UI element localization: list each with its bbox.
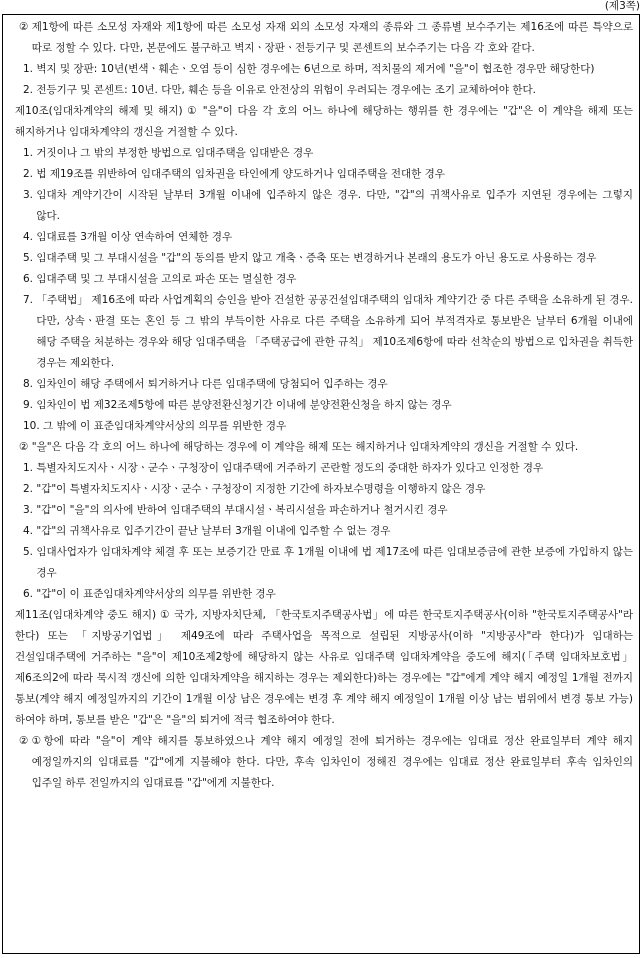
- item-marker: 5.: [23, 546, 37, 558]
- item-text: 임대사업자가 임대차계약 체결 후 또는 보증기간 만료 후 1개월 이내에 법 제17조에 따른 임대보증금에 관한 보증에 가입하지 않는 경우: [36, 546, 633, 579]
- item-text: "갑"의 귀책사유로 입주기간이 끝난 날부터 3개월 이내에 입주할 수 없는 경우: [36, 525, 391, 537]
- item-text: 전등기구 및 콘센트: 10년. 다만, 훼손 등을 이유로 안전상의 위험이 우려되는 경우에는 조기 교체하여야 한다.: [36, 84, 537, 96]
- item-marker: 2.: [23, 168, 37, 180]
- item-text: 벽지 및 장판: 10년(변색ㆍ훼손ㆍ오염 등이 심한 경우에는 6년으로 하며, 적치물의 제거에 "을"이 협조한 경우만 해당한다): [36, 63, 595, 75]
- article-paragraph: [15, 101, 633, 143]
- item-marker: 4.: [23, 231, 37, 243]
- item-text: 임대주택 및 그 부대시설을 고의로 파손 또는 멸실한 경우: [36, 273, 297, 285]
- list-item: [23, 416, 633, 437]
- item-text: "갑"이 특별자치도지사ㆍ시장ㆍ군수ㆍ구청장이 지정한 기간에 하자보수명령을 이행하지 않은 경우: [36, 483, 486, 495]
- item-marker: 2.: [23, 483, 37, 495]
- item-text: "갑"이 이 표준임대차계약서상의 의무를 위반한 경우: [36, 588, 276, 600]
- item-marker: 1.: [23, 63, 37, 75]
- clause-paragraph: [19, 731, 633, 794]
- item-marker: ②: [19, 21, 32, 33]
- item-marker: 1.: [23, 462, 37, 474]
- list-item: [23, 584, 633, 605]
- document-frame: [2, 14, 640, 954]
- item-text: 거짓이나 그 밖의 부정한 방법으로 임대주택을 임대받은 경우: [36, 147, 314, 159]
- page-number-label: (제3쪽): [604, 0, 640, 12]
- item-marker: 1.: [23, 147, 37, 159]
- item-text: ①항에 따라 "을"이 계약 해지를 통보하였으나 계약 해지 예정일 전에 퇴거하는 경우에는 임대료 정산 완료일부터 계약 해지 예정일까지의 임대료를 "갑"에게 지불해야 한다. 다만, 후속 임차인이 정해진 경우에는 임대료 정산 완료일부터 후속 임차인의 입주일 하루 전일까지의 임대료를 "갑"에게 지불한다.: [31, 735, 633, 789]
- list-item: [23, 521, 633, 542]
- item-marker: 3.: [23, 504, 37, 516]
- list-item: [23, 248, 633, 269]
- clause-paragraph: [19, 437, 633, 458]
- list-item: [23, 290, 633, 374]
- item-marker: 10.: [23, 420, 44, 432]
- list-item: [23, 374, 633, 395]
- list-item: [23, 80, 633, 101]
- item-text: 임대주택 및 그 부대시설을 "갑"의 동의를 받지 않고 개축ㆍ증축 또는 변경하거나 본래의 용도가 아닌 용도로 사용하는 경우: [36, 252, 597, 264]
- item-text: 임차인이 법 제32조제5항에 따른 분양전환신청기간 이내에 분양전환신청을 하지 않는 경우: [36, 399, 452, 411]
- item-marker: 6.: [23, 273, 37, 285]
- list-item: [23, 185, 633, 227]
- list-item: [23, 269, 633, 290]
- list-item: [23, 143, 633, 164]
- list-item: [23, 395, 633, 416]
- item-text: 제10조(임대차계약의 해제 및 해지) ① "을"이 다음 각 호의 어느 하나에 해당하는 행위를 한 경우에는 "갑"은 이 계약을 해제 또는 해지하거나 임대차계약의 갱신을 거절할 수 있다.: [15, 105, 633, 138]
- item-text: 「주택법」 제16조에 따라 사업계획의 승인을 받아 건설한 공공건설임대주택의 임대차 계약기간 중 다른 주택을 소유하게 된 경우. 다만, 상속ㆍ판결 또는 혼인 등 그 밖의 부득이한 사유로 다른 주택을 소유하게 되어 부적격자로 통보받은 날부터 6개월 이내에 해당 주택을 처분하는 경우와 해당 임대주택을 「주택공급에 관한 규칙」 제10조제6항에 따라 선착순의 방법으로 입차권을 취득한 경우는 제외한다.: [36, 294, 633, 369]
- item-text: 임대료를 3개월 이상 연속하여 연체한 경우: [36, 231, 233, 243]
- item-text: 특별자치도지사ㆍ시장ㆍ군수ㆍ구청장이 임대주택에 거주하기 곤란할 정도의 중대한 하자가 있다고 인정한 경우: [36, 462, 544, 474]
- list-item: [23, 500, 633, 521]
- item-text: 임대차 계약기간이 시작된 날부터 3개월 이내에 입주하지 않은 경우. 다만, "갑"의 귀책사유로 입주가 지연된 경우에는 그렇지 않다.: [36, 189, 633, 222]
- item-text: 법 제19조를 위반하여 임대주택의 임차권을 타인에게 양도하거나 임대주택을 전대한 경우: [36, 168, 445, 180]
- item-marker: 7.: [23, 294, 37, 306]
- item-text: 제1항에 따른 소모성 자재와 제1항에 따른 소모성 자재 외의 소모성 자재의 종류와 그 종류별 보수주기는 제16조에 따른 특약으로 따로 정할 수 있다. 다만, 본문에도 불구하고 벽지ㆍ장판ㆍ전등기구 및 콘센트의 보수주기는 다음 각 호와 같다.: [31, 21, 633, 54]
- item-marker: 4.: [23, 525, 37, 537]
- item-text: 제11조(임대차계약 중도 해지) ① 국가, 지방자치단체, 「한국토지주택공사법」에 따른 한국토지주택공사(이하 "한국토지주택공사"라 한다) 또는 「지방공기업법」 제49조에 따라 주택사업을 목적으로 설립된 지방공사(이하 "지방공사"라 한다)가 임대하는 건설임대주택에 거주하는 "을"이 제10조제2항에 해당하지 않는 사유로 임대주택 임대차계약을 중도에 해지(「주택 임대차보호법」 제6조의2에 따라 묵시적 갱신에 의한 임대차계약을 해지하는 경우는 제외한다)하는 경우에는 "갑"에게 계약 해지 예정일 1개월 전까지 통보(계약 해지 예정일까지의 기간이 1개월 이상 남은 경우에는 변경 후 계약 해지 예정일이 1개월 이상 남는 범위에서 변경 통보 가능)하여야 하며, 통보를 받은 "갑"은 "을"의 퇴거에 적극 협조하여야 한다.: [15, 609, 633, 726]
- item-marker: 3.: [23, 189, 37, 201]
- item-marker: ②: [19, 735, 32, 747]
- list-item: [23, 227, 633, 248]
- item-marker: ②: [19, 441, 32, 453]
- item-text: "을"은 다음 각 호의 어느 하나에 해당하는 경우에 이 계약을 해제 또는 해지하거나 임대차계약의 갱신을 거절할 수 있다.: [31, 441, 579, 453]
- item-text: 임차인이 해당 주택에서 퇴거하거나 다른 임대주택에 당첨되어 입주하는 경우: [36, 378, 388, 390]
- item-marker: 9.: [23, 399, 37, 411]
- item-marker: 5.: [23, 252, 37, 264]
- item-marker: 6.: [23, 588, 37, 600]
- list-item: [23, 164, 633, 185]
- list-item: [23, 458, 633, 479]
- list-item: [23, 479, 633, 500]
- item-marker: 8.: [23, 378, 37, 390]
- item-text: "갑"이 "을"의 의사에 반하여 임대주택의 부대시설ㆍ복리시설을 파손하거나 철거시킨 경우: [36, 504, 448, 516]
- item-text: 그 밖에 이 표준임대차계약서상의 의무를 위반한 경우: [43, 420, 287, 432]
- article-paragraph: [15, 605, 633, 731]
- list-item: [23, 542, 633, 584]
- clause-paragraph: [19, 17, 633, 59]
- list-item: [23, 59, 633, 80]
- item-marker: 2.: [23, 84, 37, 96]
- document-body: [3, 15, 639, 794]
